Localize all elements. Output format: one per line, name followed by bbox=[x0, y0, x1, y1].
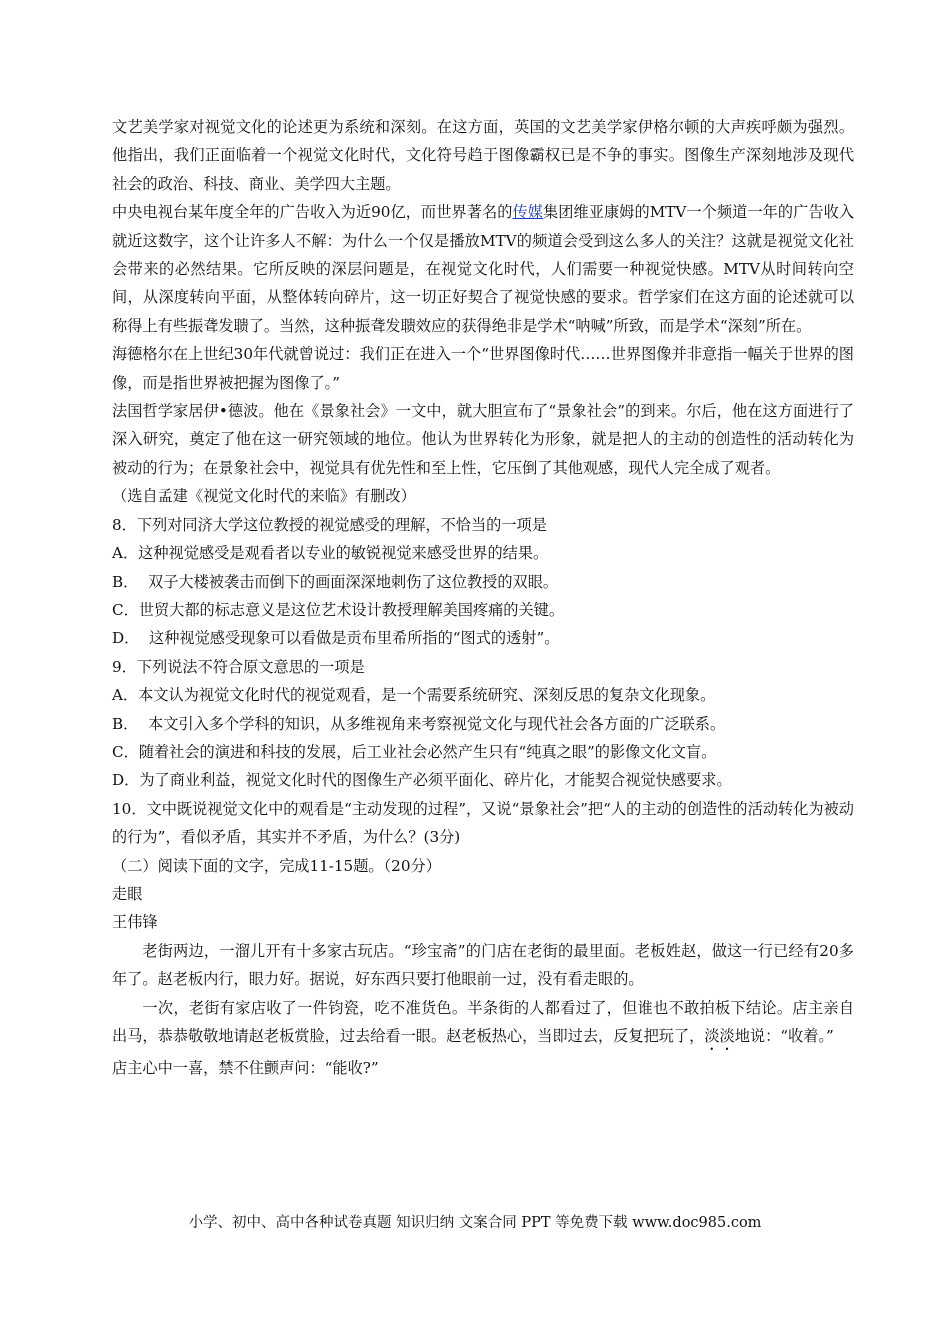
question-8-option-b: B． 双子大楼被袭击而倒下的画面深深地刺伤了这位教授的双眼。 bbox=[112, 572, 559, 591]
emphasized-text: 淡淡 bbox=[704, 1027, 735, 1045]
paragraph-3: 海德格尔在上世纪30年代就曾说过：我们正在进入一个“世界图像时代……世界图像并非意指一幅关于世界的图像，而是指世界被把握为图像了。” bbox=[112, 345, 854, 392]
document-body bbox=[112, 113, 854, 1082]
section-2-heading: （二）阅读下面的文字，完成11-15题。（20分） bbox=[112, 856, 441, 875]
story-paragraph-2-main: 一次，老街有家店收了一件钧瓷，吃不准货色。半条街的人都看过了，但谁也不敢拍板下结论。店主亲自出马，恭恭敬敬地请赵老板赏脸，过去给看一眼。赵老板热心，当即过去，反复把玩了， bbox=[112, 998, 854, 1045]
story-paragraph-1: 老街两边，一溜儿开有十多家古玩店。“珍宝斋”的门店在老街的最里面。老板姓赵，做这一行已经有20多年了。赵老板内行，眼力好。据说，好东西只要打他眼前一过，没有看走眼的。 bbox=[112, 941, 854, 989]
paragraph-2 bbox=[112, 198, 854, 340]
paragraph-2-after: 集团维亚康姆的MTV一个频道一年的广告收入就近这数字，这个让许多人不解：为什么一个仅是播放MTV的频道会受到这么多人的关注？这就是视觉文化社会带来的必然结果。它所反映的深层问题是，在视觉文化时代，人们需要一种视觉快感。MTV从时间转向空间，从深度转向平面，从整体转向碎片，这一切正好契合了视觉快感的要求。哲学家们在这方面的论述就可以称得上有些振聋发聩了。当然，这种振聋发聩效应的获得绝非是学术“呐喊”所致，而是学术“深刻”所在。 bbox=[112, 203, 855, 335]
paragraph-1: 文艺美学家对视觉文化的论述更为系统和深刻。在这方面，英国的文艺美学家伊格尔顿的大声疾呼颇为强烈。他指出，我们正面临着一个视觉文化时代，文化符号趋于图像霸权已是不争的事实。图像生产深刻地涉及现代社会的政治、科技、商业、美学四大主题。 bbox=[112, 118, 854, 193]
question-10: 10．文中既说视觉文化中的观看是“主动发现的过程”，又说“景象社会”把“人的主动的创造性的活动转化为被动的行为”，看似矛盾，其实并不矛盾，为什么？(3分) bbox=[112, 799, 854, 847]
story-paragraph-2 bbox=[112, 994, 854, 1054]
source-note: （选自孟建《视觉文化时代的来临》有删改） bbox=[112, 487, 416, 506]
question-8-stem: 8．下列对同济大学这位教授的视觉感受的理解，不恰当的一项是 bbox=[112, 515, 547, 534]
question-9-option-b: B． 本文引入多个学科的知识，从多维视角来考察视觉文化与现代社会各方面的广泛联系。 bbox=[112, 714, 726, 733]
story-title: 走眼 bbox=[112, 884, 143, 903]
paragraph-4: 法国哲学家居伊•德波。他在《景象社会》一文中，就大胆宣布了“景象社会”的到来。尔后，他在这方面进行了深入研究，奠定了他在这一研究领域的地位。他认为世界转化为形象，就是把人的主动的创造性的活动转化为被动的行为；在景象社会中，视觉具有优先性和至上性，它压倒了其他观感，现代人完全成了观者。 bbox=[112, 402, 854, 477]
question-9-option-d: D．为了商业利益，视觉文化时代的图像生产必须平面化、碎片化，才能契合视觉快感要求。 bbox=[112, 771, 732, 790]
question-9-option-a: A．本文认为视觉文化时代的视觉观看，是一个需要系统研究、深刻反思的复杂文化现象。 bbox=[112, 686, 716, 705]
page-footer: 小学、初中、高中各种试卷真题 知识归纳 文案合同 PPT 等免费下载 www.doc985.com bbox=[188, 1215, 762, 1231]
story-author: 王伟锋 bbox=[112, 913, 158, 932]
story-paragraph-2-tail: 地说：“收着。” bbox=[734, 1027, 834, 1045]
question-8-option-d: D． 这种视觉感受现象可以看做是贡布里希所指的“图式的透射”。 bbox=[112, 629, 560, 648]
paragraph-2-before: 中央电视台某年度全年的广告收入为近90亿，而世界著名的 bbox=[112, 203, 513, 222]
question-9-stem: 9．下列说法不符合原文意思的一项是 bbox=[112, 657, 365, 676]
media-link[interactable]: 传媒 bbox=[512, 203, 543, 222]
story-paragraph-3: 店主心中一喜，禁不住颤声问：“能收?” bbox=[112, 1059, 379, 1077]
question-9-option-c: C．随着社会的演进和科技的发展，后工业社会必然产生只有“纯真之眼”的影像文化文盲。 bbox=[112, 742, 717, 761]
question-8-option-c: C．世贸大都的标志意义是这位艺术设计教授理解美国疼痛的关键。 bbox=[112, 600, 565, 619]
question-8-option-a: A．这种视觉感受是观看者以专业的敏锐视觉来感受世界的结果。 bbox=[112, 544, 549, 563]
